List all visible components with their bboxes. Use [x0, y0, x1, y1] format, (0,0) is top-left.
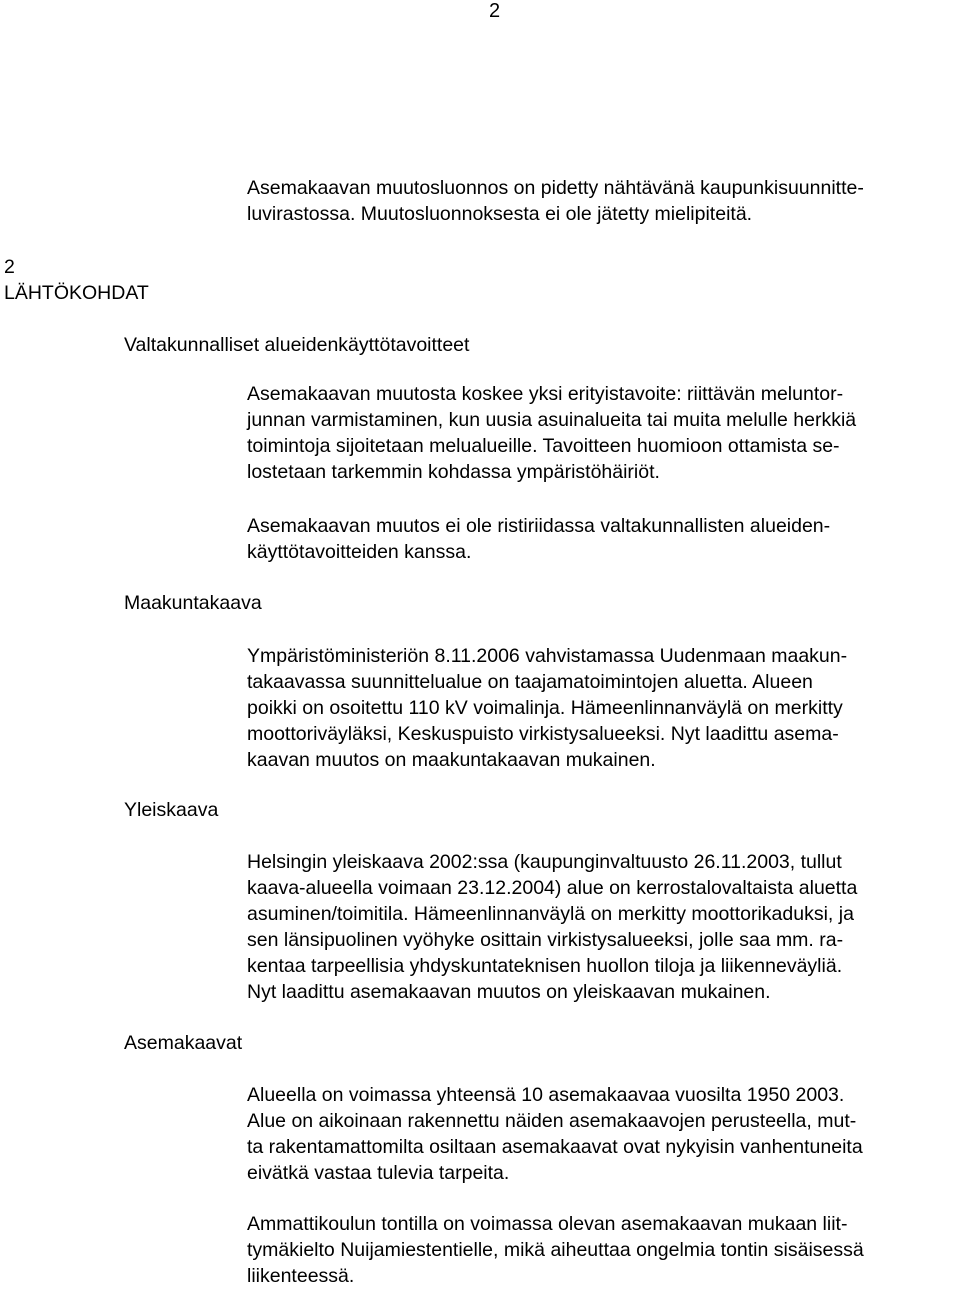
yleiskaava-paragraph [247, 849, 959, 1005]
maakuntakaava-heading: Maakuntakaava [124, 592, 262, 614]
page-number: 2 [489, 0, 501, 22]
text-line: lostetaan tarkemmin kohdassa ympäristöhäiriöt. [247, 461, 660, 483]
section-number: 2 [4, 256, 15, 278]
text-line: Ammattikoulun tontilla on voimassa olevan asemakaavan mukaan liit- [247, 1213, 848, 1235]
valtakunnalliset-heading: Valtakunnalliset alueidenkäyttötavoitteet [124, 334, 470, 356]
text-line: toimintoja sijoitetaan melualueille. Tavoitteen huomioon ottamista se- [247, 435, 840, 457]
text-line: eivätkä vastaa tulevia tarpeita. [247, 1162, 510, 1184]
text-line: tymäkielto Nuijamiestentielle, mikä aiheuttaa ongelmia tontin sisäisessä [247, 1239, 864, 1261]
text-line: Asemakaavan muutos ei ole ristiriidassa valtakunnallisten alueiden- [247, 515, 831, 537]
text-line: kentaa tarpeellisia yhdyskuntateknisen huollon tiloja ja liikenneväyliä. [247, 955, 843, 977]
maakuntakaava-paragraph [247, 643, 959, 773]
text-line: Alue on aikoinaan rakennettu näiden asemakaavojen perusteella, mut- [247, 1110, 857, 1132]
intro-paragraph [247, 175, 959, 227]
text-line: kaavan muutos on maakuntakaavan mukainen. [247, 749, 656, 771]
asemakaavat-paragraph-2 [247, 1211, 959, 1289]
yleiskaava-heading: Yleiskaava [124, 799, 219, 821]
text-line: poikki on osoitettu 110 kV voimalinja. Hämeenlinnanväylä on merkitty [247, 697, 843, 719]
asemakaavat-heading: Asemakaavat [124, 1032, 243, 1054]
text-line: käyttötavoitteiden kanssa. [247, 541, 472, 563]
text-line: Helsingin yleiskaava 2002:ssa (kaupunginvaltuusto 26.11.2003, tullut [247, 851, 842, 873]
text-line: Asemakaavan muutosta koskee yksi erityistavoite: riittävän meluntor- [247, 383, 844, 405]
text-line: junnan varmistaminen, kun uusia asuinalueita tai muita melulle herkkiä [247, 409, 857, 431]
asemakaavat-paragraph-1 [247, 1082, 959, 1186]
text-line: Asemakaavan muutosluonnos on pidetty nähtävänä kaupunkisuunnitte- [247, 177, 864, 199]
text-line: luvirastossa. Muutosluonnoksesta ei ole jätetty mielipiteitä. [247, 203, 753, 225]
text-line: liikenteessä. [247, 1265, 355, 1287]
text-line: Alueella on voimassa yhteensä 10 asemakaavaa vuosilta 1950 2003. [247, 1084, 845, 1106]
text-line: kaava-alueella voimaan 23.12.2004) alue on kerrostalovaltaista aluetta [247, 877, 858, 899]
text-line: takaavassa suunnittelualue on taajamatoimintojen aluetta. Alueen [247, 671, 813, 693]
text-line: moottoriväyläksi, Keskuspuisto virkistysalueeksi. Nyt laadittu asema- [247, 723, 839, 745]
text-line: sen länsipuolinen vyöhyke osittain virkistysalueeksi, jolle saa mm. ra- [247, 929, 844, 951]
text-line: ta rakentamattomilta osiltaan asemakaavat ovat nykyisin vanhentuneita [247, 1136, 863, 1158]
valtakunnalliset-paragraph-1 [247, 381, 959, 485]
section-title: LÄHTÖKOHDAT [4, 282, 149, 304]
valtakunnalliset-paragraph-2 [247, 513, 959, 565]
text-line: asuminen/toimitila. Hämeenlinnanväylä on merkitty moottorikaduksi, ja [247, 903, 854, 925]
text-line: Nyt laadittu asemakaavan muutos on yleiskaavan mukainen. [247, 981, 771, 1003]
text-line: Ympäristöministeriön 8.11.2006 vahvistamassa Uudenmaan maakun- [247, 645, 848, 667]
